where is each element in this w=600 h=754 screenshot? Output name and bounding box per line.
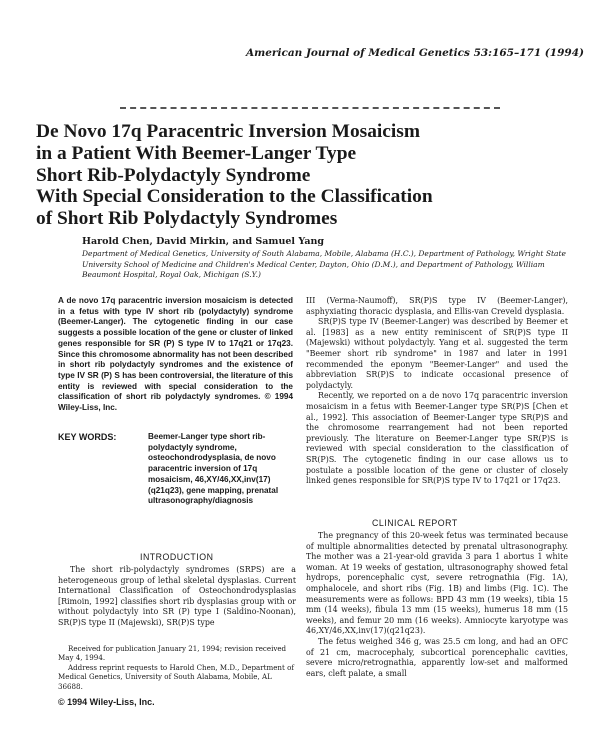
keywords: Beemer-Langer type short rib-polydactyly syndrome, osteochondrodysplasia, de novo paracentric inversion of 17q mosaicism, 46,XY/46,XX,inv(17)(q21q23), gene mapping, prenatal ultrasonography/diagnosis	[148, 432, 279, 506]
reprint-note: Address reprint requests to Harold Chen, M.D., Department of Medical Genetics, University of South Alabama, Mobile, AL 36688.	[58, 662, 294, 691]
copyright: © 1994 Wiley-Liss, Inc.	[58, 697, 155, 707]
abstract: A de novo 17q paracentric inversion mosaicism is detected in a fetus with type IV short rib (polydactyly) syndrome (Beemer-Langer). The cytogenetic finding in our case suggests a possible location of the gene or cluster of linked genes responsible for SR (P) S type IV to 17q21 or 17q23. Since this chromosome abnormality has not been described in short rib polydactyly syndromes and the existence of type IV SR (P) S has been controversial, the literature of this entity is reviewed with special consideration to the classification of short rib polydactyly syndromes. © 1994 Wiley-Liss, Inc.	[58, 296, 293, 413]
introduction-text	[58, 565, 296, 629]
title-line: Short Rib-Polydactyly Syndrome	[36, 164, 311, 186]
title-line: With Special Consideration to the Classification	[36, 186, 433, 208]
paragraph: The short rib-polydactyly syndromes (SRPS) are a heterogeneous group of lethal skeletal dysplasias. Current International Classification of Osteochondrodysplasias [Rimoin, 1992] classifies short rib dysplasias group with or without polydactyly into SR (P) type I (Saldino-Noonan), SR(P)S type II (Majewski), SR(P)S type	[58, 565, 296, 627]
footnotes	[58, 644, 296, 691]
clinical-report-text	[306, 531, 568, 679]
title-line: De Novo 17q Paracentric Inversion Mosaicism	[36, 121, 420, 142]
article-title	[36, 121, 536, 230]
paragraph: Recently, we reported on a de novo 17q paracentric inversion mosaicism in a fetus with Beemer-Langer type SR(P)S [Chen et al., 1992]. This association of Beemer-Langer type SR(P)S and the chromosome rearrangement had not been reported previously. The literature on Beemer-Langer type SR(P)S is reviewed with special consideration to the classification of SR(P)S. The cytogenetic finding in our case allows us to postulate a possible location of the gene or cluster of closely linked genes responsible for SR(P)S type IV to 17q21 or 17q23.	[306, 391, 568, 486]
keywords-label: KEY WORDS:	[58, 432, 117, 442]
received-note: Received for publication January 21, 1994; revision received May 4, 1994.	[58, 644, 287, 663]
paragraph: III (Verma-Naumoff), SR(P)S type IV (Beemer-Langer), asphyxiating thoracic dysplasia, and Ellis-van Creveld dysplasia.	[306, 296, 568, 316]
journal-citation: American Journal of Medical Genetics 53:165–171 (1994)	[246, 47, 584, 59]
title-line: of Short Rib Polydactyly Syndromes	[36, 208, 338, 230]
paragraph: SR(P)S type IV (Beemer-Langer) was described by Beemer et al. [1983] as a new entity reminiscent of SR(P)S type II (Majewski) without polydactyly. Yang et al. suggested the term "Beemer short rib syndrome" in 1987 and later in 1991 recommended the eponym "Beemer-Langer" and used the abbreviation SR(P)S to indicate occasional presence of polydactyly.	[306, 317, 568, 390]
title-line: in a Patient With Beemer-Langer Type	[36, 142, 357, 164]
paragraph: The pregnancy of this 20-week fetus was terminated because of multiple abnormalities detected by prenatal ultrasonography. The mother was a 21-year-old gravida 3 para 1 abortus 1 white woman. At 19 weeks of gestation, ultrasonography showed fetal hydrops, porencephalic cyst, severe retrognathia (Fig. 1A), omphalocele, and short ribs (Fig. 1B) and limbs (Fig. 1C). The measurements were as follows: BPD 43 mm (19 weeks), tibia 15 mm (14 weeks), fibula 13 mm (15 weeks), humerus 18 mm (15 weeks), and femur 20 mm (16 weeks). Amniocyte karyotype was 46,XY/46,XX,inv(17)(q21q23).	[306, 531, 568, 636]
clinical-report-heading: CLINICAL REPORT	[372, 518, 458, 528]
author-list: Harold Chen, David Mirkin, and Samuel Yang	[82, 236, 325, 247]
author-affiliations: Department of Medical Genetics, University of South Alabama, Mobile, Alabama (H.C.), Department of Pathology, Wright State University School of Medicine and Children's Medical Center, Dayton, Ohio (D.M.), and Department of Pathology, William Beaumont Hospital, Royal Oak, Michigan (S.Y.)	[82, 249, 566, 279]
introduction-heading: INTRODUCTION	[140, 552, 214, 562]
right-column-text	[306, 296, 568, 487]
paragraph: The fetus weighed 346 g, was 25.5 cm long, and had an OFC of 21 cm, macrocephaly, subcortical porencephalic cavities, severe micro/retrognathia, apparently low-set and malformed ears, cleft palate, a small	[306, 636, 568, 678]
header-divider	[120, 107, 500, 109]
